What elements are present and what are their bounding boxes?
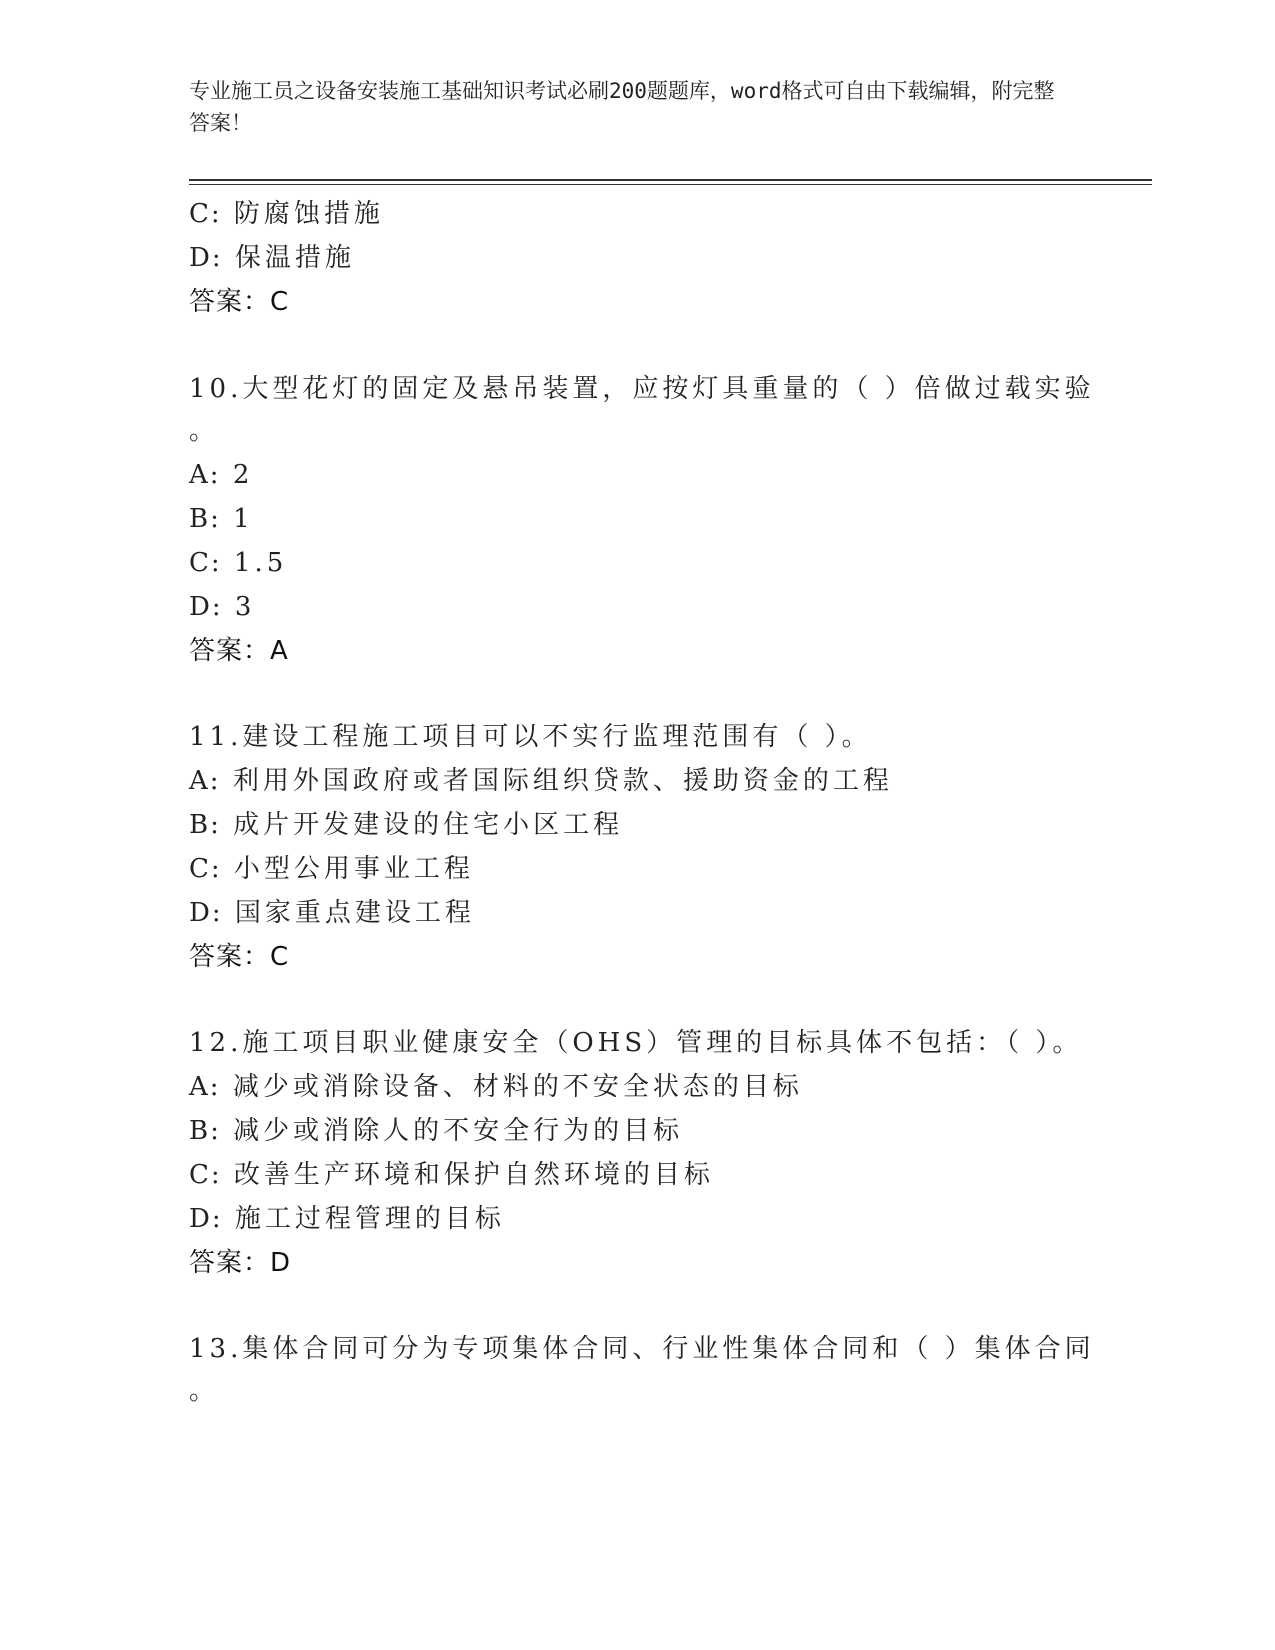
option-line bbox=[189, 852, 474, 886]
option-line bbox=[189, 241, 355, 275]
option-line bbox=[189, 546, 287, 580]
option-label: B: bbox=[189, 504, 221, 534]
option-label: D: bbox=[189, 592, 223, 622]
option-text: 利用外国政府或者国际组织贷款、援助资金的工程 bbox=[232, 766, 893, 796]
option-text: 成片开发建设的住宅小区工程 bbox=[233, 810, 624, 840]
option-line bbox=[189, 1202, 505, 1236]
option-line bbox=[189, 458, 253, 492]
option-label: C: bbox=[189, 199, 222, 229]
option-line bbox=[189, 502, 254, 536]
question-stem-continuation: 。 bbox=[189, 416, 220, 446]
option-line bbox=[189, 197, 384, 231]
answer-line: 答案：D bbox=[189, 1248, 292, 1278]
question-stem: 12.施工项目职业健康安全（OHS）管理的目标具体不包括：（ ）。 bbox=[189, 1028, 1083, 1058]
header-divider-thin bbox=[189, 184, 1152, 185]
option-text: 1 bbox=[233, 504, 254, 534]
answer-line: 答案：C bbox=[189, 287, 290, 317]
option-text: 国家重点建设工程 bbox=[234, 898, 475, 928]
option-label: C: bbox=[189, 854, 222, 884]
option-label: C: bbox=[189, 1160, 222, 1190]
option-line bbox=[189, 1158, 714, 1192]
option-line bbox=[189, 1070, 803, 1104]
option-text: 1.5 bbox=[233, 548, 288, 578]
option-label: D: bbox=[189, 1204, 223, 1234]
option-text: 3 bbox=[234, 592, 256, 622]
option-label: A: bbox=[189, 1072, 221, 1102]
option-line bbox=[189, 896, 475, 930]
option-label: C: bbox=[189, 548, 222, 578]
question-stem-continuation: 。 bbox=[189, 1376, 220, 1406]
option-label: A: bbox=[189, 460, 221, 490]
option-line bbox=[189, 590, 255, 624]
question-stem: 13.集体合同可分为专项集体合同、行业性集体合同和（ ）集体合同 bbox=[189, 1334, 1095, 1364]
option-label: A: bbox=[189, 766, 221, 796]
option-text: 减少或消除设备、材料的不安全状态的目标 bbox=[232, 1072, 803, 1102]
header-divider bbox=[189, 179, 1152, 181]
document-header: 专业施工员之设备安装施工基础知识考试必刷200题题库，word格式可自由下载编辑，附完整答案！ bbox=[189, 79, 1055, 135]
option-label: B: bbox=[189, 1116, 221, 1146]
option-text: 防腐蚀措施 bbox=[233, 199, 384, 229]
question-stem: 10.大型花灯的固定及悬吊装置，应按灯具重量的（ ）倍做过载实验 bbox=[189, 374, 1095, 404]
option-text: 小型公用事业工程 bbox=[233, 854, 474, 884]
option-label: D: bbox=[189, 243, 223, 273]
option-label: D: bbox=[189, 898, 223, 928]
option-text: 改善生产环境和保护自然环境的目标 bbox=[233, 1160, 714, 1190]
option-line bbox=[189, 764, 893, 798]
option-text: 施工过程管理的目标 bbox=[234, 1204, 505, 1234]
option-text: 2 bbox=[232, 460, 254, 490]
option-text: 保温措施 bbox=[234, 243, 355, 273]
answer-line: 答案：A bbox=[189, 636, 289, 666]
option-text: 减少或消除人的不安全行为的目标 bbox=[233, 1116, 684, 1146]
question-stem: 11.建设工程施工项目可以不实行监理范围有（ ）。 bbox=[189, 722, 872, 752]
answer-line: 答案：C bbox=[189, 942, 290, 972]
option-line bbox=[189, 1114, 683, 1148]
option-label: B: bbox=[189, 810, 221, 840]
option-line bbox=[189, 808, 623, 842]
